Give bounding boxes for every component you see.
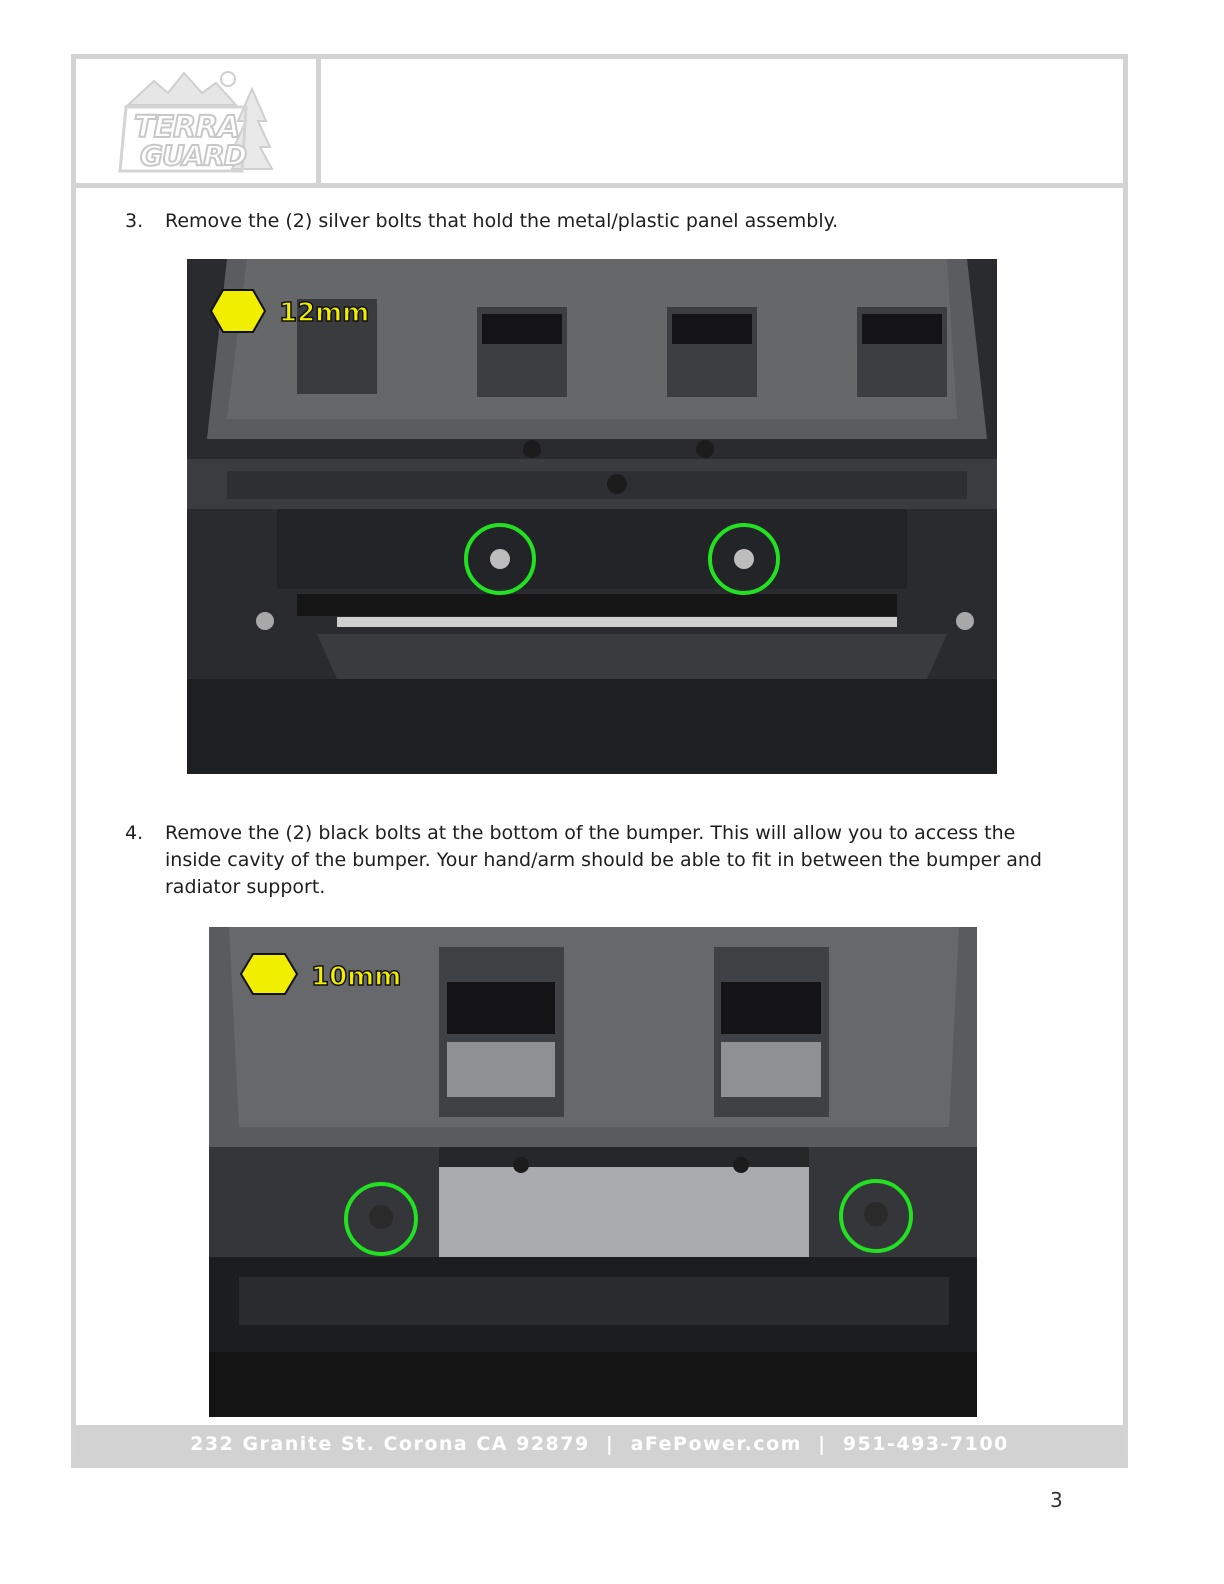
logo-cell <box>76 59 321 183</box>
footer-bar <box>76 1425 1123 1463</box>
tool-size-label: 10mm <box>311 962 402 992</box>
page-frame <box>71 54 1128 1468</box>
logo-text-guard: GUARD <box>140 139 246 172</box>
photo-step-4 <box>209 927 977 1417</box>
logo-text-terra: TERRA <box>134 110 240 145</box>
step-3 <box>125 208 1065 235</box>
hex-wrench-icon <box>211 290 265 332</box>
header-row <box>76 59 1123 188</box>
terraguard-logo <box>76 59 316 183</box>
step-text: Remove the (2) black bolts at the bottom of the bumper. This will allow you to access the inside cavity of the bumper. Your hand/arm should be able to fit in between the bumper and radiator support. <box>165 822 1042 898</box>
step-number: 3. <box>125 210 144 232</box>
tool-size-label: 12mm <box>279 298 370 328</box>
hex-wrench-icon <box>241 954 297 994</box>
page-number: 3 <box>1050 1488 1063 1512</box>
step-number: 4. <box>125 822 144 844</box>
footer-contact: 232 Granite St. Corona CA 92879 | aFePower.com | 951-493-7100 <box>190 1433 1009 1455</box>
step-4 <box>125 820 1065 901</box>
step-text: Remove the (2) silver bolts that hold the metal/plastic panel assembly. <box>165 210 839 232</box>
photo-step-3 <box>187 259 997 774</box>
